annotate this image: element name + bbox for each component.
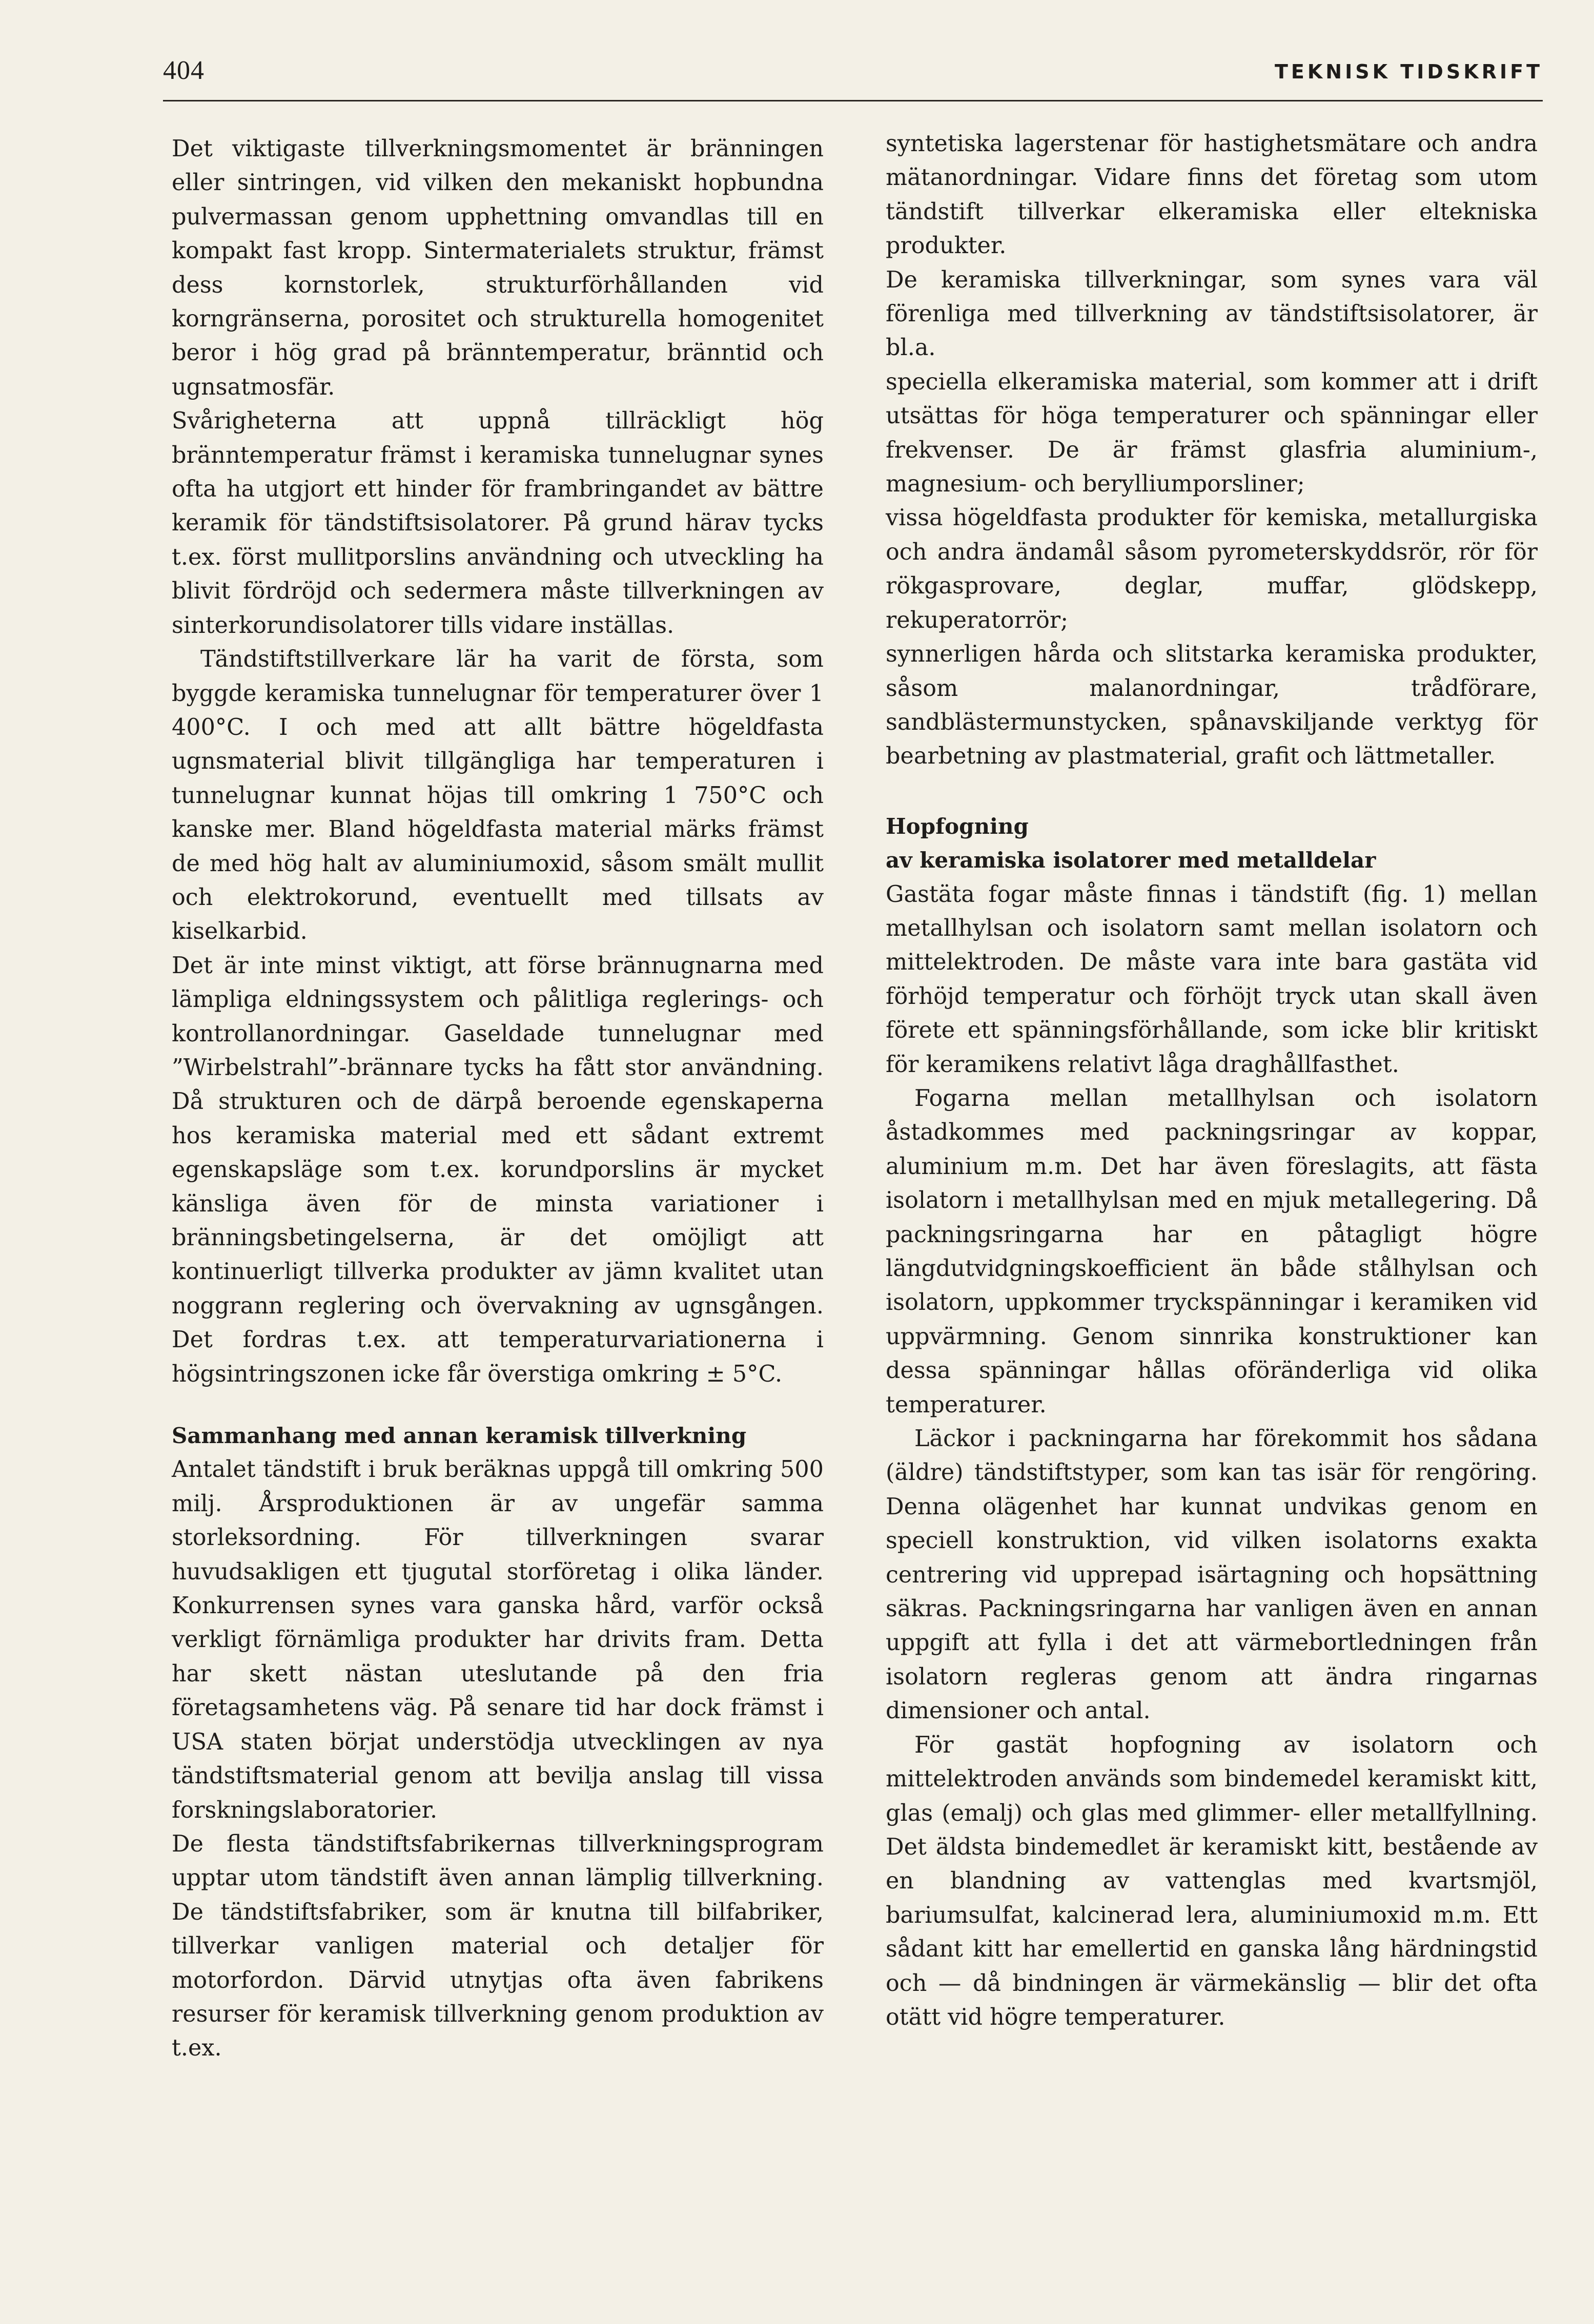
header-rule: [163, 100, 1543, 101]
page-number: 404: [163, 56, 205, 85]
paragraph: De keramiska tillverkningar, som synes vara väl förenliga med tillverkning av tändstiftsisolatorer, är bl.a.: [886, 266, 1538, 361]
paragraph: För gastät hopfogning av isolatorn och mittelektroden används som bindemedel keramiskt kitt, glas (emalj) och glas med glimmer- eller metallfyllning. Det äldsta bindemedlet är keramiskt kitt, bestående av en blandning av vattenglas med kvartsmjöl, bariumsulfat, kalcinerad lera, aluminiumoxid m.m. Ett sådant kitt har emellertid en ganska lång härdningstid och — då bindningen är värmekänslig — blir det ofta otätt vid högre temperaturer.: [886, 1732, 1538, 2030]
paragraph: syntetiska lagerstenar för hastighetsmätare och andra mätanordningar. Vidare finns det företag som utom tändstift tillverkar elkeramiska eller eltekniska produkter.: [886, 131, 1538, 259]
paragraph: Läckor i packningarna har förekommit hos sådana (äldre) tändstiftstyper, som kan tas isär för rengöring. Denna olägenhet har kunnat undvikas genom en speciell konstruktion, vid vilken isolatorns exakta centrering vid upprepad isärtagning och hopsättning säkras. Packningsringarna har vanligen även en annan uppgift att fylla i det att värmebortledningen från isolatorn regleras genom att ändra ringarnas dimensioner och antal.: [886, 1426, 1538, 1724]
paragraph: Antalet tändstift i bruk beräknas uppgå till omkring 500 milj. Årsproduktionen är av ungefär samma storleksordning. För tillverkningen svarar huvudsakligen ett tjugutal storföretag i olika länder. Konkurrensen synes vara ganska hård, varför också verkligt förnämliga produkter har drivits fram. Detta har skett nästan uteslutande på den fria företagsamhetens väg. På senare tid har dock främst i USA staten börjat understödja utvecklingen av nya tändstiftsmaterial genom att bevilja anslag till vissa forskningslaboratorier.: [172, 1456, 824, 1823]
page-header: [163, 55, 1543, 86]
paragraph: Det viktigaste tillverkningsmomentet är bränningen eller sintringen, vid vilken den mekaniskt hopbundna pulvermassan genom upphettning omvandlas till en kompakt fast kropp. Sintermaterialets struktur, främst dess kornstorlek, strukturförhållanden vid korngränserna, porositet och strukturella homogenitet beror i hög grad på bränntemperatur, bränntid och ugnsatmosfär.: [172, 136, 824, 400]
section-heading-line2: av keramiska isolatorer med metalldelar: [886, 848, 1376, 873]
paragraph: De flesta tändstiftsfabrikernas tillverkningsprogram upptar utom tändstift även annan lämplig tillverkning. De tändstiftsfabriker, som är knutna till bilfabriker, tillverkar vanligen material och detaljer för motorfordon. Därvid utnytjas ofta även fabrikens resurser för keramisk tillverkning genom produktion av t.ex.: [172, 1831, 824, 2062]
section-heading: Sammanhang med annan keramisk tillverkning: [172, 1423, 747, 1449]
paragraph: speciella elkeramiska material, som kommer att i drift utsättas för höga temperaturer och spänningar eller frekvenser. De är främst glasfria aluminium-, magnesium- och berylliumporsliner;: [886, 368, 1538, 498]
paragraph: Svårigheterna att uppnå tillräckligt hög bränntemperatur främst i keramiska tunnelugnar synes ofta ha utgjort ett hinder för frambringandet av bättre keramik för tändstiftsisolatorer. På grund härav tycks t.ex. först mullitporslins användning och utveckling ha blivit fördröjd och sedermera måste tillverkningen av sinterkorundisolatorer tills vidare inställas.: [172, 408, 824, 639]
paragraph: Tändstiftstillverkare lär ha varit de första, som byggde keramiska tunnelugnar för temperaturer över 1 400°C. I och med att allt bättre högeldfasta ugnsmaterial blivit tillgängliga har temperaturen i tunnelugnar kunnat höjas till omkring 1 750°C och kanske mer. Bland högeldfasta material märks främst de med hög halt av aluminiumoxid, såsom smält mullit och elektrokorund, eventuellt med tillsats av kiselkarbid.: [172, 646, 824, 945]
paragraph: synnerligen hårda och slitstarka keramiska produkter, såsom malanordningar, trådförare, sandblästermunstycken, spånavskiljande verktyg för bearbetning av plastmaterial, grafit och lättmetaller.: [886, 641, 1538, 770]
section-heading-line1: Hopfogning: [886, 813, 1029, 839]
paragraph: Fogarna mellan metallhylsan och isolatorn åstadkommes med packningsringar av koppar, aluminium m.m. Det har även föreslagits, att fästa isolatorn i metallhylsan med en mjuk metallegering. Då packningsringarna har en påtagligt högre längdutvidgningskoefficient än både stålhylsan och isolatorn, uppkommer tryckspänningar i keramiken vid uppvärmning. Genom sinnrika konstruktioner kan dessa spänningar hållas oföränderliga vid olika temperaturer.: [886, 1085, 1538, 1418]
paragraph: vissa högeldfasta produkter för kemiska, metallurgiska och andra ändamål såsom pyrometerskyddsrör, rör för rökgasprovare, deglar, muffar, glödskepp, rekuperatorrör;: [886, 505, 1538, 633]
paragraph: Gastäta fogar måste finnas i tändstift (fig. 1) mellan metallhylsan och isolatorn samt mellan isolatorn och mittelektroden. De måste vara inte bara gastäta vid förhöjd temperatur och förhöjt tryck utan skall även förete ett spänningsförhållande, som icke blir kritiskt för keramikens relativt låga draghållfasthet.: [886, 881, 1538, 1078]
left-column: [172, 132, 824, 2066]
right-column: [886, 127, 1538, 2034]
journal-name: TEKNISK TIDSKRIFT: [1274, 60, 1543, 83]
paragraph: Det är inte minst viktigt, att förse brännugnarna med lämpliga eldningssystem och pålitliga reglerings- och kontrollanordningar. Gaseldade tunnelugnar med ”Wirbelstrahl”-brännare tycks ha fått stor användning. Då strukturen och de därpå beroende egenskaperna hos keramiska material med ett sådant extremt egenskapsläge som t.ex. korundporslins är mycket känsliga även för de minsta variationer i bränningsbetingelserna, är det omöjligt att kontinuerligt tillverka produkter av jämn kvalitet utan noggrann reglering och övervakning av ugnsgången. Det fordras t.ex. att temperaturvariationerna i högsintringszonen icke får överstiga omkring ± 5°C.: [172, 952, 824, 1387]
